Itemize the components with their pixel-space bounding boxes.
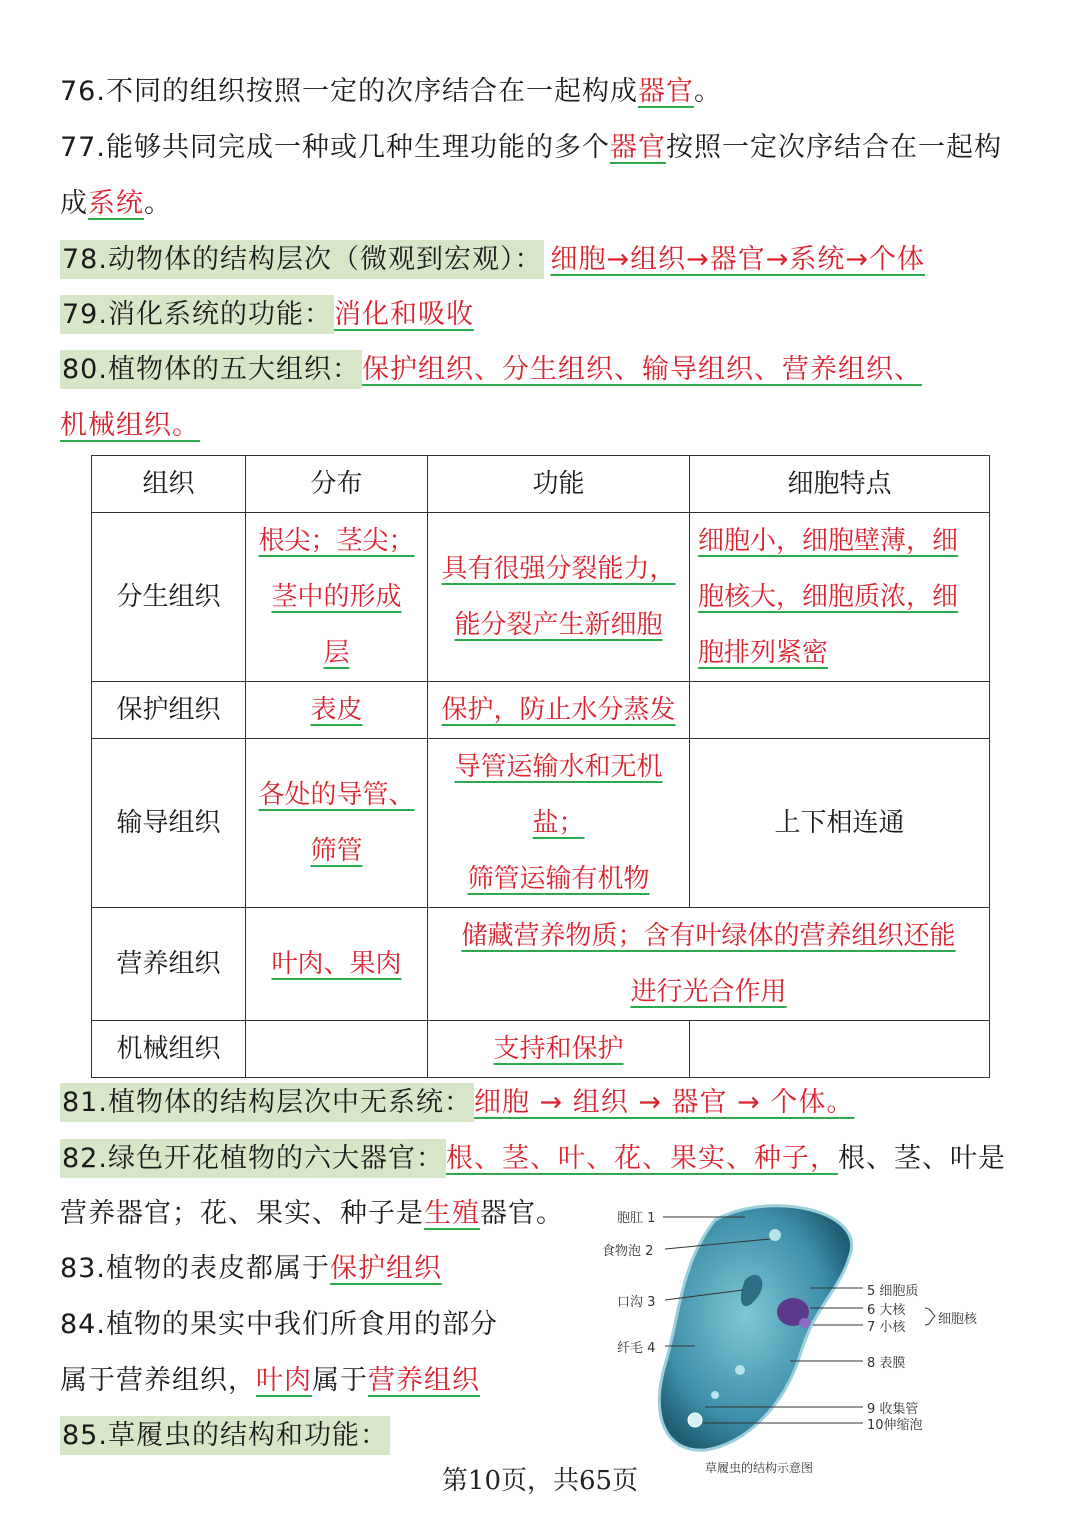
function-cell: 导管运输水和无机 盐； 筛管运输有机物 (428, 739, 690, 908)
label-oral-groove: 口沟 3 (617, 1295, 656, 1310)
tissue-name: 输导组织 (92, 739, 246, 908)
food-vacuole (735, 1365, 745, 1375)
header-cell: 组织 (92, 456, 246, 513)
figure-caption: 草履虫的结构示意图 (705, 1461, 814, 1475)
answer: 器官 (609, 132, 666, 163)
question: 80.植物体的五大组织： (60, 350, 362, 389)
table-header-row (92, 456, 990, 513)
tissue-name: 机械组织 (92, 1021, 246, 1078)
distribution-cell: 叶肉、果肉 (246, 908, 428, 1021)
feature-cell (690, 1021, 990, 1078)
answer: 保护组织、分生组织、输导组织、营养组织、 (361, 354, 922, 385)
label-cytoproct: 胞肛 1 (617, 1211, 656, 1226)
feature-cell: 细胞小，细胞壁薄，细 胞核大，细胞质浓，细 胞排列紧密 (690, 513, 990, 682)
label-pellicle: 8 表膜 (867, 1356, 906, 1371)
label-collecting-canal: 9 收集管 (867, 1402, 919, 1417)
answer: 细胞→组织→器官→系统→个体 (550, 244, 925, 275)
food-vacuole (711, 1391, 719, 1399)
distribution-cell: 表皮 (246, 682, 428, 739)
answer: 叶肉 (256, 1365, 312, 1396)
question: 78.动物体的结构层次（微观到宏观）： (60, 240, 544, 279)
paramecium-figure (595, 1195, 1015, 1485)
tissue-table (91, 455, 990, 1078)
micronucleus (799, 1318, 811, 1328)
answer: 器官 (637, 76, 694, 107)
function-cell: 保护，防止水分蒸发 (428, 682, 690, 739)
function-cell: 具有很强分裂能力， 能分裂产生新细胞 (428, 513, 690, 682)
answer: 根、茎、叶、花、果实、种子， (445, 1143, 838, 1174)
item-81 (60, 1083, 854, 1123)
answer: 细胞 → 组织 → 器官 → 个体。 (473, 1087, 855, 1118)
item-76: 76.不同的组织按照一定的次序结合在一起构成器官。 (60, 76, 722, 107)
question: 85.草履虫的结构和功能： (60, 1416, 390, 1455)
label-cytoplasm: 5 细胞质 (867, 1284, 919, 1299)
tissue-name: 分生组织 (92, 513, 246, 682)
item-80-line2 (60, 406, 200, 446)
table-row (92, 513, 990, 682)
answer: 消化和吸收 (333, 299, 474, 330)
answer: 系统 (88, 188, 144, 219)
question: 82.绿色开花植物的六大器官： (60, 1139, 446, 1178)
distribution-cell: 根尖；茎尖； 茎中的形成 层 (246, 513, 428, 682)
item-77-line2: 成系统。 (60, 188, 172, 219)
answer: 营养组织 (368, 1365, 480, 1396)
tissue-name: 保护组织 (92, 682, 246, 739)
item-79 (60, 295, 474, 335)
question: 79.消化系统的功能： (60, 295, 334, 334)
answer: 机械组织。 (60, 410, 200, 441)
header-cell: 分布 (246, 456, 428, 513)
distribution-cell (246, 1021, 428, 1078)
feature-cell (690, 682, 990, 739)
answer: 保护组织 (329, 1253, 442, 1284)
function-cell: 储藏营养物质；含有叶绿体的营养组织还能 进行光合作用 (428, 908, 990, 1021)
item-84-line2: 属于营养组织，叶肉属于营养组织 (60, 1365, 480, 1396)
tissue-name: 营养组织 (92, 908, 246, 1021)
table-row (92, 739, 990, 908)
distribution-cell: 各处的导管、 筛管 (246, 739, 428, 908)
page-footer: 第10页，共65页 (441, 1466, 639, 1496)
paramecium-illustration (595, 1195, 1015, 1485)
nucleus-brace (925, 1308, 935, 1325)
header-cell: 细胞特点 (690, 456, 990, 513)
function-cell: 支持和保护 (428, 1021, 690, 1078)
item-80 (60, 350, 922, 390)
table-row (92, 682, 990, 739)
table-row (92, 1021, 990, 1078)
cell-body (659, 1206, 851, 1450)
item-82-line2: 营养器官；花、果实、种子是生殖器官。 (60, 1198, 564, 1229)
label-contractile-vacuole: 10伸缩泡 (867, 1418, 923, 1433)
item-77-line1: 77.能够共同完成一种或几种生理功能的多个器官按照一定次序结合在一起构 (60, 132, 1002, 163)
question: 81.植物体的结构层次中无系统： (60, 1083, 474, 1122)
food-vacuole (769, 1229, 781, 1241)
item-78 (60, 240, 925, 280)
label-macronucleus: 6 大核 (867, 1303, 906, 1318)
answer: 生殖 (424, 1198, 480, 1229)
label-micronucleus: 7 小核 (867, 1320, 906, 1335)
feature-cell: 上下相连通 (690, 739, 990, 908)
label-food-vacuole: 食物泡 2 (602, 1244, 654, 1259)
header-cell: 功能 (428, 456, 690, 513)
item-85 (60, 1416, 390, 1456)
label-nucleus: 细胞核 (938, 1312, 978, 1327)
contractile-vacuole (688, 1413, 702, 1427)
item-83: 83.植物的表皮都属于保护组织 (60, 1253, 442, 1284)
item-82: 82.绿色开花植物的六大器官：根、茎、叶、花、果实、种子，根、茎、叶是 (60, 1139, 1006, 1179)
label-cilia: 纤毛 4 (617, 1341, 656, 1356)
item-84: 84.植物的果实中我们所食用的部分 (60, 1309, 498, 1340)
table-row (92, 908, 990, 1021)
